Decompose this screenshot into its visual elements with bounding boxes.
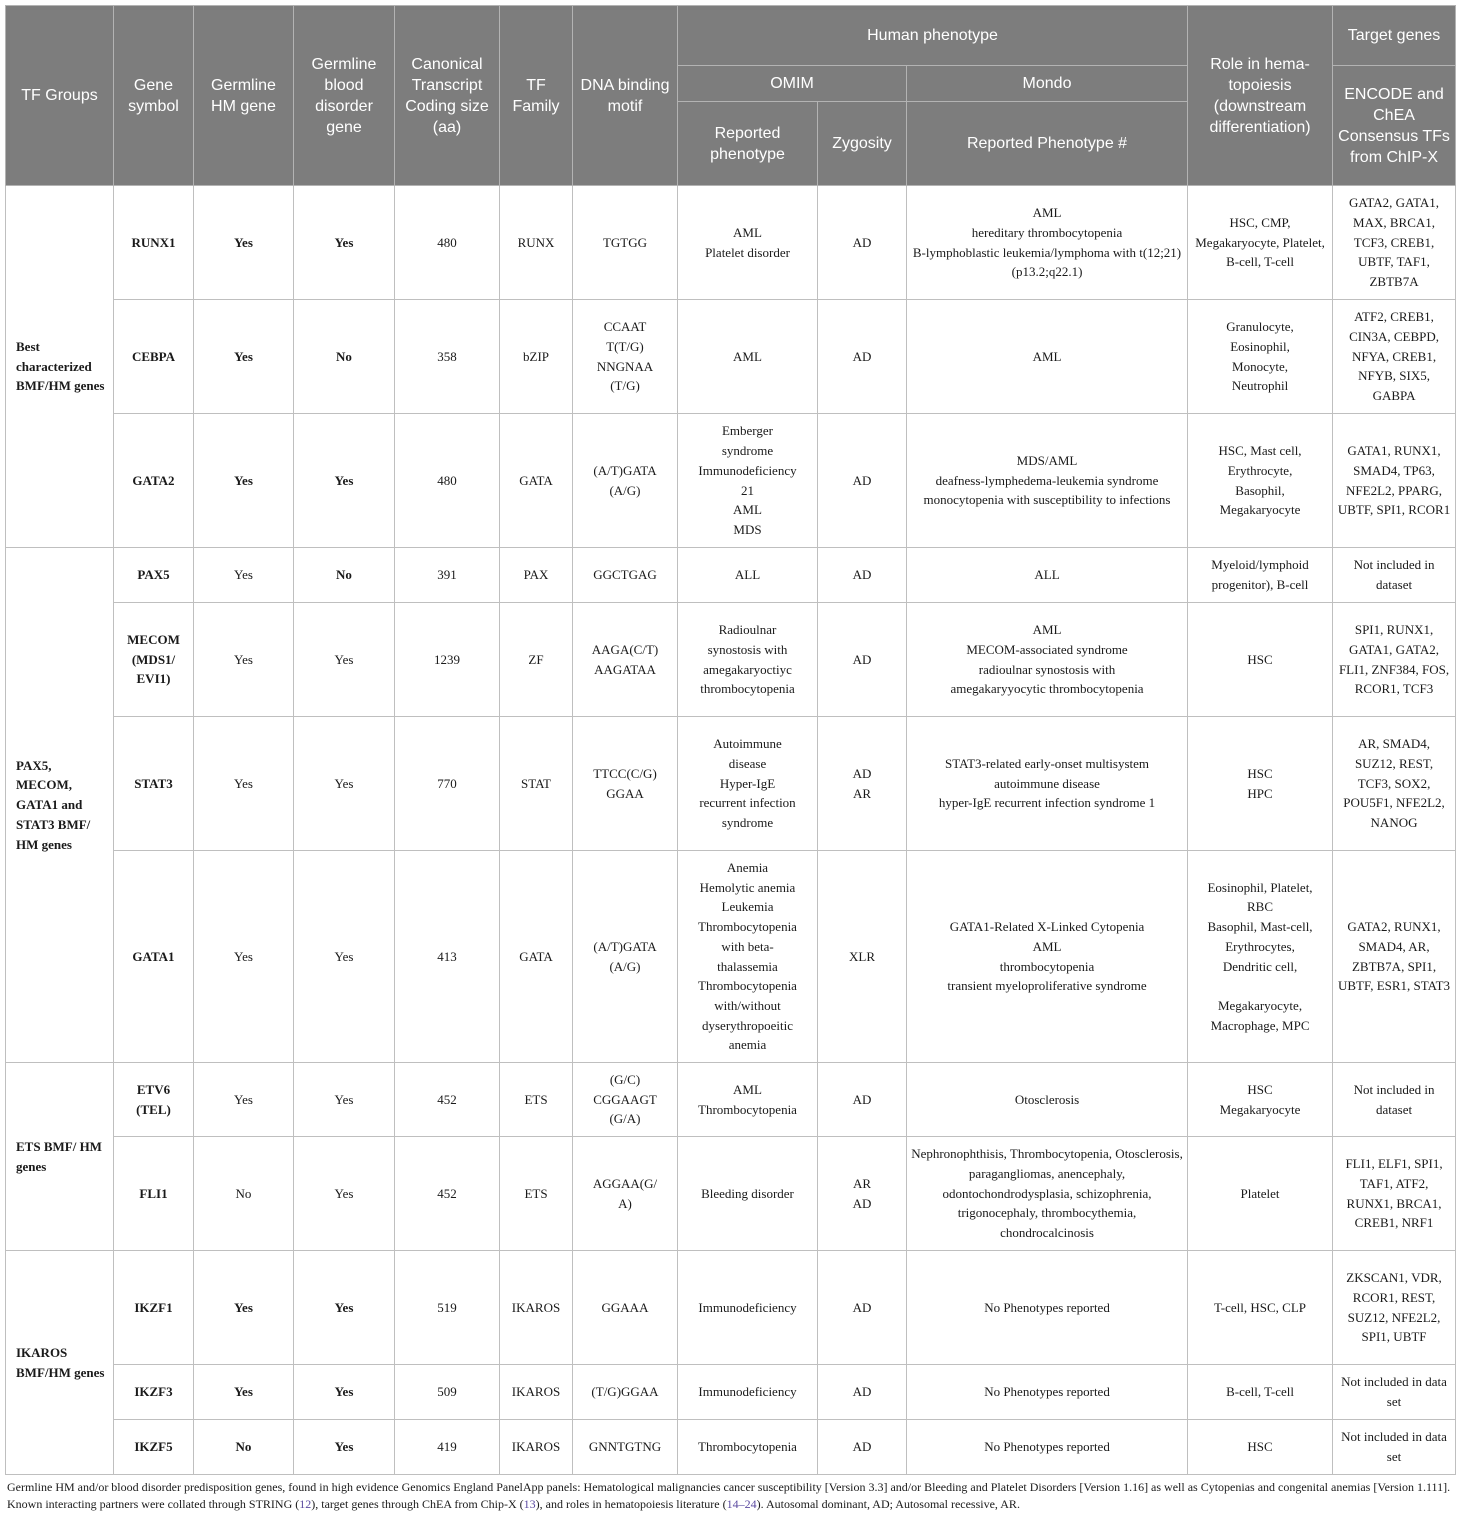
- header-germline-blood: Germline blood disorder gene: [294, 6, 395, 186]
- germline-hm-cell: Yes: [194, 717, 294, 851]
- gene-symbol-cell: IKZF3: [114, 1365, 194, 1420]
- hematopoiesis-role-cell: HSC, CMP, Megakaryocyte, Platelet, B-cell, T-cell: [1188, 186, 1333, 300]
- mondo-phenotype-cell: AML hereditary thrombocytopenia B-lymphoblastic leukemia/lymphoma with t(12;21)(p13.2;q22.1): [907, 186, 1188, 300]
- coding-size-cell: 480: [395, 186, 500, 300]
- coding-size-cell: 519: [395, 1251, 500, 1365]
- mondo-phenotype-cell: No Phenotypes reported: [907, 1420, 1188, 1475]
- table-row: [6, 1063, 1456, 1137]
- tf-family-cell: GATA: [500, 851, 573, 1063]
- omim-phenotype-cell: Autoimmune disease Hyper-IgE recurrent infection syndrome: [678, 717, 818, 851]
- dna-motif-cell: (T/G)GGAA: [573, 1365, 678, 1420]
- gene-symbol-cell: GATA1: [114, 851, 194, 1063]
- germline-blood-cell: No: [294, 300, 395, 414]
- mondo-phenotype-cell: Otosclerosis: [907, 1063, 1188, 1137]
- target-genes-cell: GATA2, RUNX1, SMAD4, AR, ZBTB7A, SPI1, UBTF, ESR1, STAT3: [1333, 851, 1456, 1063]
- germline-blood-cell: Yes: [294, 414, 395, 548]
- germline-blood-cell: Yes: [294, 1365, 395, 1420]
- zygosity-cell: AD: [818, 1365, 907, 1420]
- table-caption: [5, 1479, 1455, 1512]
- hematopoiesis-role-cell: HSC: [1188, 1420, 1333, 1475]
- header-encode-chea: ENCODE and ChEA Consensus TFs from ChIP-X: [1333, 66, 1456, 186]
- germline-blood-cell: Yes: [294, 186, 395, 300]
- zygosity-cell: AD: [818, 1251, 907, 1365]
- dna-motif-cell: TGTGG: [573, 186, 678, 300]
- tf-group-cell: ETS BMF/ HM genes: [6, 1063, 114, 1251]
- table-row: [6, 717, 1456, 851]
- gene-symbol-cell: CEBPA: [114, 300, 194, 414]
- germline-blood-cell: Yes: [294, 1137, 395, 1251]
- table-row: [6, 1420, 1456, 1475]
- header-mondo: Mondo: [907, 66, 1188, 102]
- zygosity-cell: AD: [818, 414, 907, 548]
- germline-hm-cell: Yes: [194, 300, 294, 414]
- coding-size-cell: 480: [395, 414, 500, 548]
- germline-hm-cell: Yes: [194, 548, 294, 603]
- table-container: [5, 5, 1455, 1512]
- mondo-phenotype-cell: STAT3-related early-onset multisystem autoimmune disease hyper-IgE recurrent infection syndrome 1: [907, 717, 1188, 851]
- table-row: [6, 1251, 1456, 1365]
- gene-symbol-cell: ETV6 (TEL): [114, 1063, 194, 1137]
- gene-symbol-cell: STAT3: [114, 717, 194, 851]
- zygosity-cell: AD: [818, 548, 907, 603]
- table-body: [6, 186, 1456, 1475]
- germline-blood-cell: Yes: [294, 717, 395, 851]
- omim-phenotype-cell: Immunodeficiency: [678, 1365, 818, 1420]
- gene-symbol-cell: MECOM (MDS1/ EVI1): [114, 603, 194, 717]
- header-zygosity: Zygosity: [818, 102, 907, 186]
- dna-motif-cell: GGAAA: [573, 1251, 678, 1365]
- coding-size-cell: 419: [395, 1420, 500, 1475]
- table-row: [6, 548, 1456, 603]
- gene-symbol-cell: FLI1: [114, 1137, 194, 1251]
- header-reported-phenotype: Reported phenotype: [678, 102, 818, 186]
- target-genes-cell: FLI1, ELF1, SPI1, TAF1, ATF2, RUNX1, BRCA1, CREB1, NRF1: [1333, 1137, 1456, 1251]
- target-genes-cell: Not included in dataset: [1333, 548, 1456, 603]
- target-genes-cell: GATA1, RUNX1, SMAD4, TP63, NFE2L2, PPARG, UBTF, SPI1, RCOR1: [1333, 414, 1456, 548]
- header-dna-motif: DNA binding motif: [573, 6, 678, 186]
- header-target-genes: Target genes: [1333, 6, 1456, 66]
- mondo-phenotype-cell: AML MECOM-associated syndrome radioulnar synostosis with amegakaryyocytic thrombocytopenia: [907, 603, 1188, 717]
- germline-hm-cell: Yes: [194, 1251, 294, 1365]
- omim-phenotype-cell: Anemia Hemolytic anemia Leukemia Thrombocytopenia with beta- thalassemia Thrombocytopenia with/without dyserythropoeitic anemia: [678, 851, 818, 1063]
- target-genes-cell: ATF2, CREB1, CIN3A, CEBPD, NFYA, CREB1, NFYB, SIX5, GABPA: [1333, 300, 1456, 414]
- gene-symbol-cell: PAX5: [114, 548, 194, 603]
- target-genes-cell: Not included in data set: [1333, 1420, 1456, 1475]
- tf-group-cell: Best characterized BMF/HM genes: [6, 186, 114, 548]
- target-genes-cell: SPI1, RUNX1, GATA1, GATA2, FLI1, ZNF384, FOS, RCOR1, TCF3: [1333, 603, 1456, 717]
- header-gene-symbol: Gene symbol: [114, 6, 194, 186]
- dna-motif-cell: (G/C) CGGAAGT (G/A): [573, 1063, 678, 1137]
- germline-hm-cell: Yes: [194, 1365, 294, 1420]
- target-genes-cell: Not included in data set: [1333, 1365, 1456, 1420]
- hematopoiesis-role-cell: HSC: [1188, 603, 1333, 717]
- hematopoiesis-role-cell: HSC Megakaryocyte: [1188, 1063, 1333, 1137]
- mondo-phenotype-cell: GATA1-Related X-Linked Cytopenia AML thrombocytopenia transient myeloproliferative syndrome: [907, 851, 1188, 1063]
- zygosity-cell: AD AR: [818, 717, 907, 851]
- header-omim: OMIM: [678, 66, 907, 102]
- citation-link-14-24[interactable]: 14–24: [726, 1496, 757, 1511]
- citation-link-13[interactable]: 13: [523, 1496, 536, 1511]
- caption-text: ), target genes through ChEA from Chip-X (: [311, 1496, 524, 1511]
- omim-phenotype-cell: Thrombocytopenia: [678, 1420, 818, 1475]
- table-row: [6, 1365, 1456, 1420]
- gene-symbol-cell: RUNX1: [114, 186, 194, 300]
- tf-family-cell: IKAROS: [500, 1420, 573, 1475]
- coding-size-cell: 770: [395, 717, 500, 851]
- germline-hm-cell: No: [194, 1420, 294, 1475]
- germline-hm-cell: Yes: [194, 186, 294, 300]
- omim-phenotype-cell: AML Thrombocytopenia: [678, 1063, 818, 1137]
- tf-family-cell: ETS: [500, 1063, 573, 1137]
- mondo-phenotype-cell: No Phenotypes reported: [907, 1251, 1188, 1365]
- gene-symbol-cell: IKZF1: [114, 1251, 194, 1365]
- tf-family-cell: bZIP: [500, 300, 573, 414]
- germline-hm-cell: Yes: [194, 851, 294, 1063]
- hematopoiesis-role-cell: B-cell, T-cell: [1188, 1365, 1333, 1420]
- omim-phenotype-cell: Radioulnar synostosis with amegakaryoctiyc thrombocytopenia: [678, 603, 818, 717]
- hematopoiesis-role-cell: HSC, Mast cell, Erythrocyte, Basophil, Megakaryocyte: [1188, 414, 1333, 548]
- germline-blood-cell: Yes: [294, 851, 395, 1063]
- header-reported-phenotype-hash: Reported Phenotype #: [907, 102, 1188, 186]
- germline-hm-cell: No: [194, 1137, 294, 1251]
- target-genes-cell: AR, SMAD4, SUZ12, REST, TCF3, SOX2, POU5F1, NFE2L2, NANOG: [1333, 717, 1456, 851]
- mondo-phenotype-cell: ALL: [907, 548, 1188, 603]
- coding-size-cell: 452: [395, 1063, 500, 1137]
- target-genes-cell: ZKSCAN1, VDR, RCOR1, REST, SUZ12, NFE2L2, SPI1, UBTF: [1333, 1251, 1456, 1365]
- zygosity-cell: AD: [818, 1420, 907, 1475]
- mondo-phenotype-cell: MDS/AML deafness-lymphedema-leukemia syndrome monocytopenia with susceptibility to infections: [907, 414, 1188, 548]
- dna-motif-cell: AGGAA(G/ A): [573, 1137, 678, 1251]
- hematopoiesis-role-cell: HSC HPC: [1188, 717, 1333, 851]
- table-row: [6, 414, 1456, 548]
- omim-phenotype-cell: ALL: [678, 548, 818, 603]
- omim-phenotype-cell: Bleeding disorder: [678, 1137, 818, 1251]
- table-row: [6, 300, 1456, 414]
- dna-motif-cell: TTCC(C/G) GGAA: [573, 717, 678, 851]
- germline-blood-cell: No: [294, 548, 395, 603]
- tf-family-cell: RUNX: [500, 186, 573, 300]
- coding-size-cell: 1239: [395, 603, 500, 717]
- coding-size-cell: 413: [395, 851, 500, 1063]
- hematopoiesis-role-cell: Platelet: [1188, 1137, 1333, 1251]
- hematopoiesis-role-cell: Eosinophil, Platelet, RBC Basophil, Mast-cell, Erythrocytes, Dendritic cell, Megakaryocyte, Macrophage, MPC: [1188, 851, 1333, 1063]
- header-human-phenotype: Human phenotype: [678, 6, 1188, 66]
- germline-hm-cell: Yes: [194, 1063, 294, 1137]
- header-canonical-size: Canonical Transcript Coding size (aa): [395, 6, 500, 186]
- hematopoiesis-role-cell: Granulocyte, Eosinophil, Monocyte, Neutrophil: [1188, 300, 1333, 414]
- dna-motif-cell: CCAAT T(T/G) NNGNAA (T/G): [573, 300, 678, 414]
- table-row: [6, 186, 1456, 300]
- tf-family-cell: IKAROS: [500, 1365, 573, 1420]
- header-tf-groups: TF Groups: [6, 6, 114, 186]
- dna-motif-cell: GNNTGTNG: [573, 1420, 678, 1475]
- target-genes-cell: Not included in dataset: [1333, 1063, 1456, 1137]
- caption-text: ), and roles in hematopoiesis literature (: [535, 1496, 727, 1511]
- germline-blood-cell: Yes: [294, 1251, 395, 1365]
- tf-group-cell: PAX5, MECOM, GATA1 and STAT3 BMF/ HM genes: [6, 548, 114, 1063]
- zygosity-cell: AD: [818, 186, 907, 300]
- hematopoiesis-role-cell: Myeloid/lymphoid progenitor), B-cell: [1188, 548, 1333, 603]
- gene-table: [5, 5, 1456, 1475]
- omim-phenotype-cell: Immunodeficiency: [678, 1251, 818, 1365]
- caption-text: Germline HM and/or blood disorder predisposition genes, found in high evidence Genomics England PanelApp panels: Hematological malignancies cancer susceptibility [Version 3.3] and/or Bleeding and Platelet Disorders [Version 1.16] as well as Cytopenias and congenital anemias [Version 1.111]. Known interacting partners were collated through STRING (: [7, 1480, 1451, 1511]
- dna-motif-cell: GGCTGAG: [573, 548, 678, 603]
- header-tf-family: TF Family: [500, 6, 573, 186]
- omim-phenotype-cell: Emberger syndrome Immunodeficiency 21 AML MDS: [678, 414, 818, 548]
- zygosity-cell: AD: [818, 1063, 907, 1137]
- tf-family-cell: ZF: [500, 603, 573, 717]
- germline-blood-cell: Yes: [294, 1063, 395, 1137]
- tf-family-cell: PAX: [500, 548, 573, 603]
- tf-family-cell: IKAROS: [500, 1251, 573, 1365]
- caption-text: ). Autosomal dominant, AD; Autosomal recessive, AR.: [756, 1496, 1020, 1511]
- gene-symbol-cell: GATA2: [114, 414, 194, 548]
- tf-group-cell: IKAROS BMF/HM genes: [6, 1251, 114, 1475]
- dna-motif-cell: AAGA(C/T) AAGATAA: [573, 603, 678, 717]
- table-row: [6, 851, 1456, 1063]
- dna-motif-cell: (A/T)GATA (A/G): [573, 414, 678, 548]
- coding-size-cell: 509: [395, 1365, 500, 1420]
- zygosity-cell: XLR: [818, 851, 907, 1063]
- coding-size-cell: 391: [395, 548, 500, 603]
- omim-phenotype-cell: AML Platelet disorder: [678, 186, 818, 300]
- table-row: [6, 1137, 1456, 1251]
- mondo-phenotype-cell: Nephronophthisis, Thrombocytopenia, Otosclerosis, paragangliomas, anencephaly, odontochondrodysplasia, schizophrenia, trigonocephaly, thrombocythemia, chondrocalcinosis: [907, 1137, 1188, 1251]
- citation-link-12[interactable]: 12: [299, 1496, 312, 1511]
- zygosity-cell: AD: [818, 603, 907, 717]
- hematopoiesis-role-cell: T-cell, HSC, CLP: [1188, 1251, 1333, 1365]
- header-germline-hm: Germline HM gene: [194, 6, 294, 186]
- coding-size-cell: 452: [395, 1137, 500, 1251]
- tf-family-cell: STAT: [500, 717, 573, 851]
- table-row: [6, 603, 1456, 717]
- mondo-phenotype-cell: AML: [907, 300, 1188, 414]
- omim-phenotype-cell: AML: [678, 300, 818, 414]
- tf-family-cell: ETS: [500, 1137, 573, 1251]
- germline-hm-cell: Yes: [194, 603, 294, 717]
- tf-family-cell: GATA: [500, 414, 573, 548]
- zygosity-cell: AR AD: [818, 1137, 907, 1251]
- dna-motif-cell: (A/T)GATA (A/G): [573, 851, 678, 1063]
- header-role: Role in hema-topoiesis (downstream differentiation): [1188, 6, 1333, 186]
- germline-blood-cell: Yes: [294, 603, 395, 717]
- gene-symbol-cell: IKZF5: [114, 1420, 194, 1475]
- germline-hm-cell: Yes: [194, 414, 294, 548]
- mondo-phenotype-cell: No Phenotypes reported: [907, 1365, 1188, 1420]
- zygosity-cell: AD: [818, 300, 907, 414]
- target-genes-cell: GATA2, GATA1, MAX, BRCA1, TCF3, CREB1, UBTF, TAF1, ZBTB7A: [1333, 186, 1456, 300]
- germline-blood-cell: Yes: [294, 1420, 395, 1475]
- coding-size-cell: 358: [395, 300, 500, 414]
